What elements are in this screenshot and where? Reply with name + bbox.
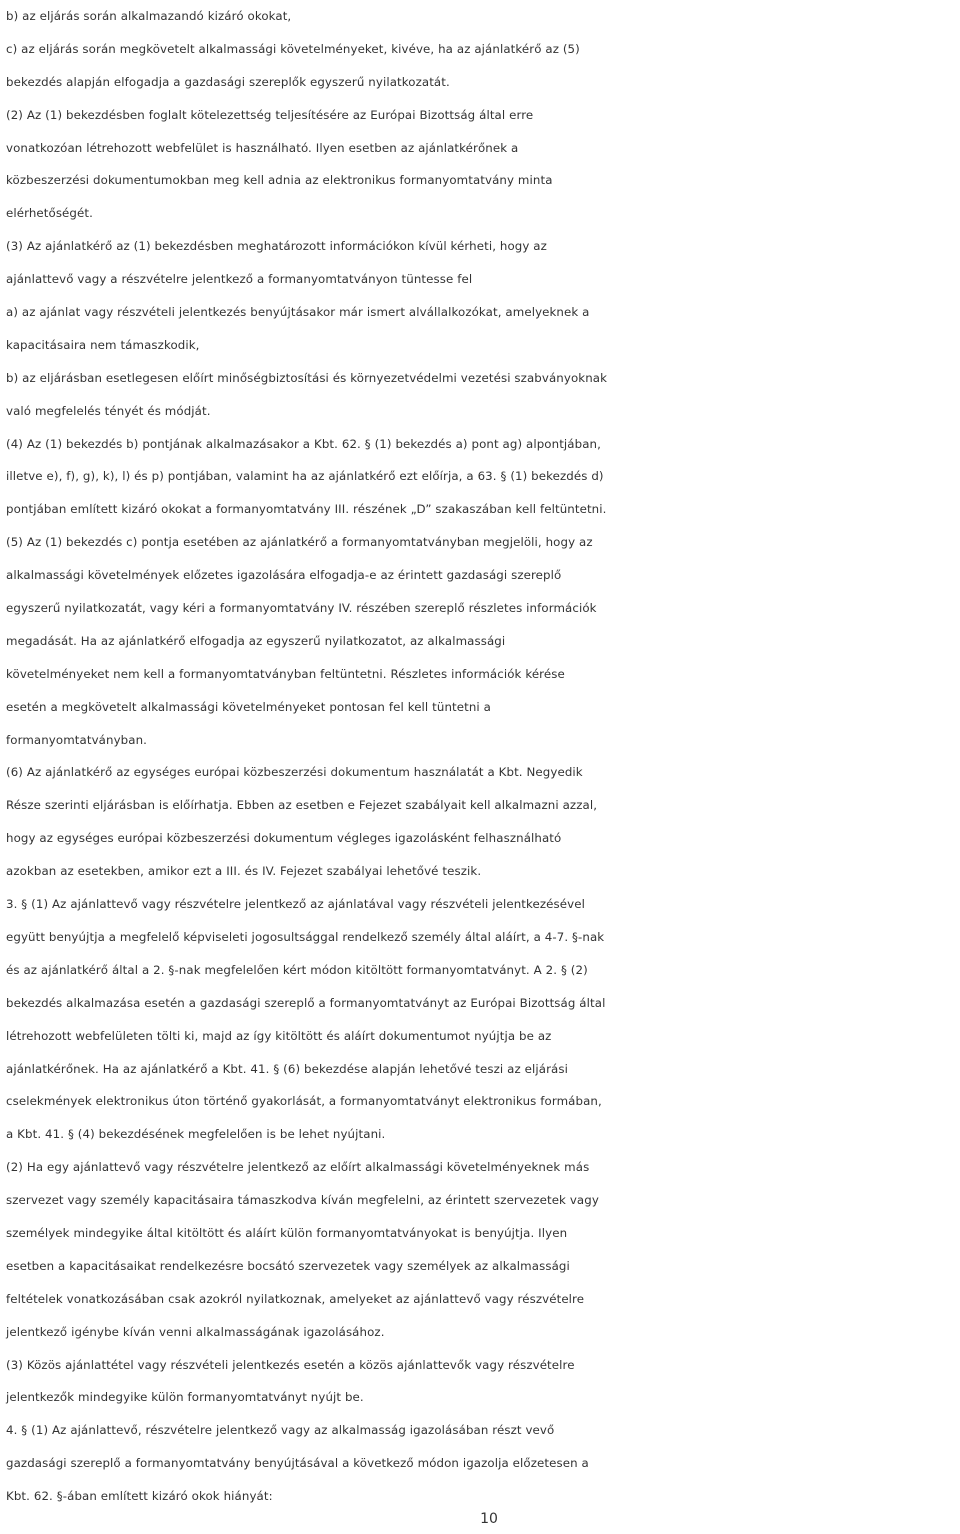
- text-line: egyszerű nyilatkozatát, vagy kéri a formanyomtatvány IV. részében szereplő részletes információk: [6, 601, 597, 616]
- text-line: (3) Az ajánlatkérő az (1) bekezdésben meghatározott információkon kívül kérheti, hogy az: [6, 239, 547, 254]
- text-line: c) az eljárás során megkövetelt alkalmassági követelményeket, kivéve, ha az ajánlatkérő az (5): [6, 41, 580, 56]
- text-line: bekezdés alkalmazása esetén a gazdasági szereplő a formanyomtatványt az Európai Bizottság által: [6, 995, 606, 1010]
- text-line: és az ajánlatkérő által a 2. §-nak megfelelően kért módon kitöltött formanyomtatványt. A 2. § (2): [6, 962, 588, 977]
- text-line: Kbt. 62. §-ában említett kizáró okok hiányát:: [6, 1489, 273, 1504]
- page-number: 10: [480, 1511, 498, 1527]
- text-line: 3. § (1) Az ajánlattevő vagy részvételre jelentkező az ajánlatával vagy részvételi jelentkezésével: [6, 897, 585, 912]
- text-line: a) az ajánlat vagy részvételi jelentkezés benyújtásakor már ismert alvállalkozókat, amelyeknek a: [6, 305, 590, 320]
- text-line: vonatkozóan létrehozott webfelület is használható. Ilyen esetben az ajánlatkérőnek a: [6, 140, 519, 155]
- text-line: feltételek vonatkozásában csak azokról nyilatkoznak, amelyeket az ajánlattevő vagy részvételre: [6, 1291, 585, 1306]
- text-line: b) az eljárás során alkalmazandó kizáró okokat,: [6, 9, 292, 23]
- text-line: jelentkezők mindegyike külön formanyomtatványt nyújt be.: [6, 1390, 364, 1405]
- text-line: illetve e), f), g), k), l) és p) pontjában, valamint ha az ajánlatkérő ezt előírja, a 63. § (1) bekezdés d): [6, 469, 604, 484]
- text-line: b) az eljárásban esetlegesen előírt minőségbiztosítási és környezetvédelmi vezetési szabványoknak: [6, 370, 608, 385]
- text-line: hogy az egységes európai közbeszerzési dokumentum végleges igazolásként felhasználható: [6, 831, 562, 846]
- text-line: (2) Az (1) bekezdésben foglalt kötelezettség teljesítésére az Európai Bizottság által erre: [6, 107, 534, 122]
- text-line: cselekmények elektronikus úton történő gyakorlását, a formanyomtatványt elektronikus formában,: [6, 1094, 602, 1109]
- text-line: ajánlattevő vagy a részvételre jelentkező a formanyomtatványon tüntesse fel: [6, 272, 473, 287]
- text-line: szervezet vagy személy kapacitásaira támaszkodva kíván megfelelni, az érintett szervezetek vagy: [6, 1193, 599, 1208]
- text-line: létrehozott webfelületen tölti ki, majd az így kitöltött és aláírt dokumentumot nyújtja be az: [6, 1028, 552, 1043]
- text-line: (5) Az (1) bekezdés c) pontja esetében az ajánlatkérő a formanyomtatványban megjelöli, hogy az: [6, 535, 593, 550]
- text-line: esetén a megkövetelt alkalmassági követelményeket pontosan fel kell tüntetni a: [6, 699, 491, 714]
- text-line: ajánlatkérőnek. Ha az ajánlatkérő a Kbt. 41. § (6) bekezdése alapján lehetővé teszi az eljárási: [6, 1061, 568, 1076]
- text-line: (6) Az ajánlatkérő az egységes európai közbeszerzési dokumentum használatát a Kbt. Negyedik: [6, 765, 583, 780]
- text-line: személyek mindegyike által kitöltött és aláírt külön formanyomtatványokat is benyújtja. Ilyen: [6, 1225, 568, 1240]
- text-line: a Kbt. 41. § (4) bekezdésének megfelelően is be lehet nyújtani.: [6, 1127, 386, 1142]
- text-line: (4) Az (1) bekezdés b) pontjának alkalmazásakor a Kbt. 62. § (1) bekezdés a) pont ag) alpontjában,: [6, 436, 601, 451]
- text-line: (3) Közös ajánlattétel vagy részvételi jelentkezés esetén a közös ajánlattevők vagy részvételre: [6, 1357, 575, 1372]
- text-line: alkalmassági követelmények előzetes igazolására elfogadja-e az érintett gazdasági szereplő: [6, 568, 562, 583]
- text-line: 4. § (1) Az ajánlattevő, részvételre jelentkező vagy az alkalmasság igazolásában részt vevő: [6, 1423, 555, 1438]
- text-line: együtt benyújtja a megfelelő képviseleti jogosultsággal rendelkező személy által aláírt, a 4-7. §-nak: [6, 929, 605, 944]
- text-line: közbeszerzési dokumentumokban meg kell adnia az elektronikus formanyomtatvány minta: [6, 173, 553, 188]
- text-line: gazdasági szereplő a formanyomtatvány benyújtásával a következő módon igazolja előzetesen a: [6, 1456, 589, 1471]
- text-line: bekezdés alapján elfogadja a gazdasági szereplők egyszerű nyilatkozatát.: [6, 74, 450, 89]
- text-line: pontjában említett kizáró okokat a formanyomtatvány III. részének „D” szakaszában kell feltüntetni.: [6, 502, 607, 517]
- document-body: [6, 0, 960, 1513]
- text-line: követelményeket nem kell a formanyomtatványban feltüntetni. Részletes információk kérése: [6, 666, 565, 681]
- text-line: jelentkező igénybe kíván venni alkalmasságának igazolásához.: [6, 1324, 385, 1339]
- text-line: kapacitásaira nem támaszkodik,: [6, 337, 200, 352]
- text-line: formanyomtatványban.: [6, 732, 147, 747]
- text-line: megadását. Ha az ajánlatkérő elfogadja az egyszerű nyilatkozatot, az alkalmassági: [6, 633, 506, 648]
- text-line: Része szerinti eljárásban is előírhatja. Ebben az esetben e Fejezet szabályait kell alkalmazni azzal,: [6, 798, 598, 813]
- text-line: esetben a kapacitásaikat rendelkezésre bocsátó szervezetek vagy személyek az alkalmassági: [6, 1258, 570, 1273]
- text-line: való megfelelés tényét és módját.: [6, 403, 211, 418]
- text-line: (2) Ha egy ajánlattevő vagy részvételre jelentkező az előírt alkalmassági követelményeknek más: [6, 1160, 590, 1175]
- text-line: elérhetőségét.: [6, 206, 93, 221]
- text-line: azokban az esetekben, amikor ezt a III. és IV. Fejezet szabályai lehetővé teszik.: [6, 864, 482, 879]
